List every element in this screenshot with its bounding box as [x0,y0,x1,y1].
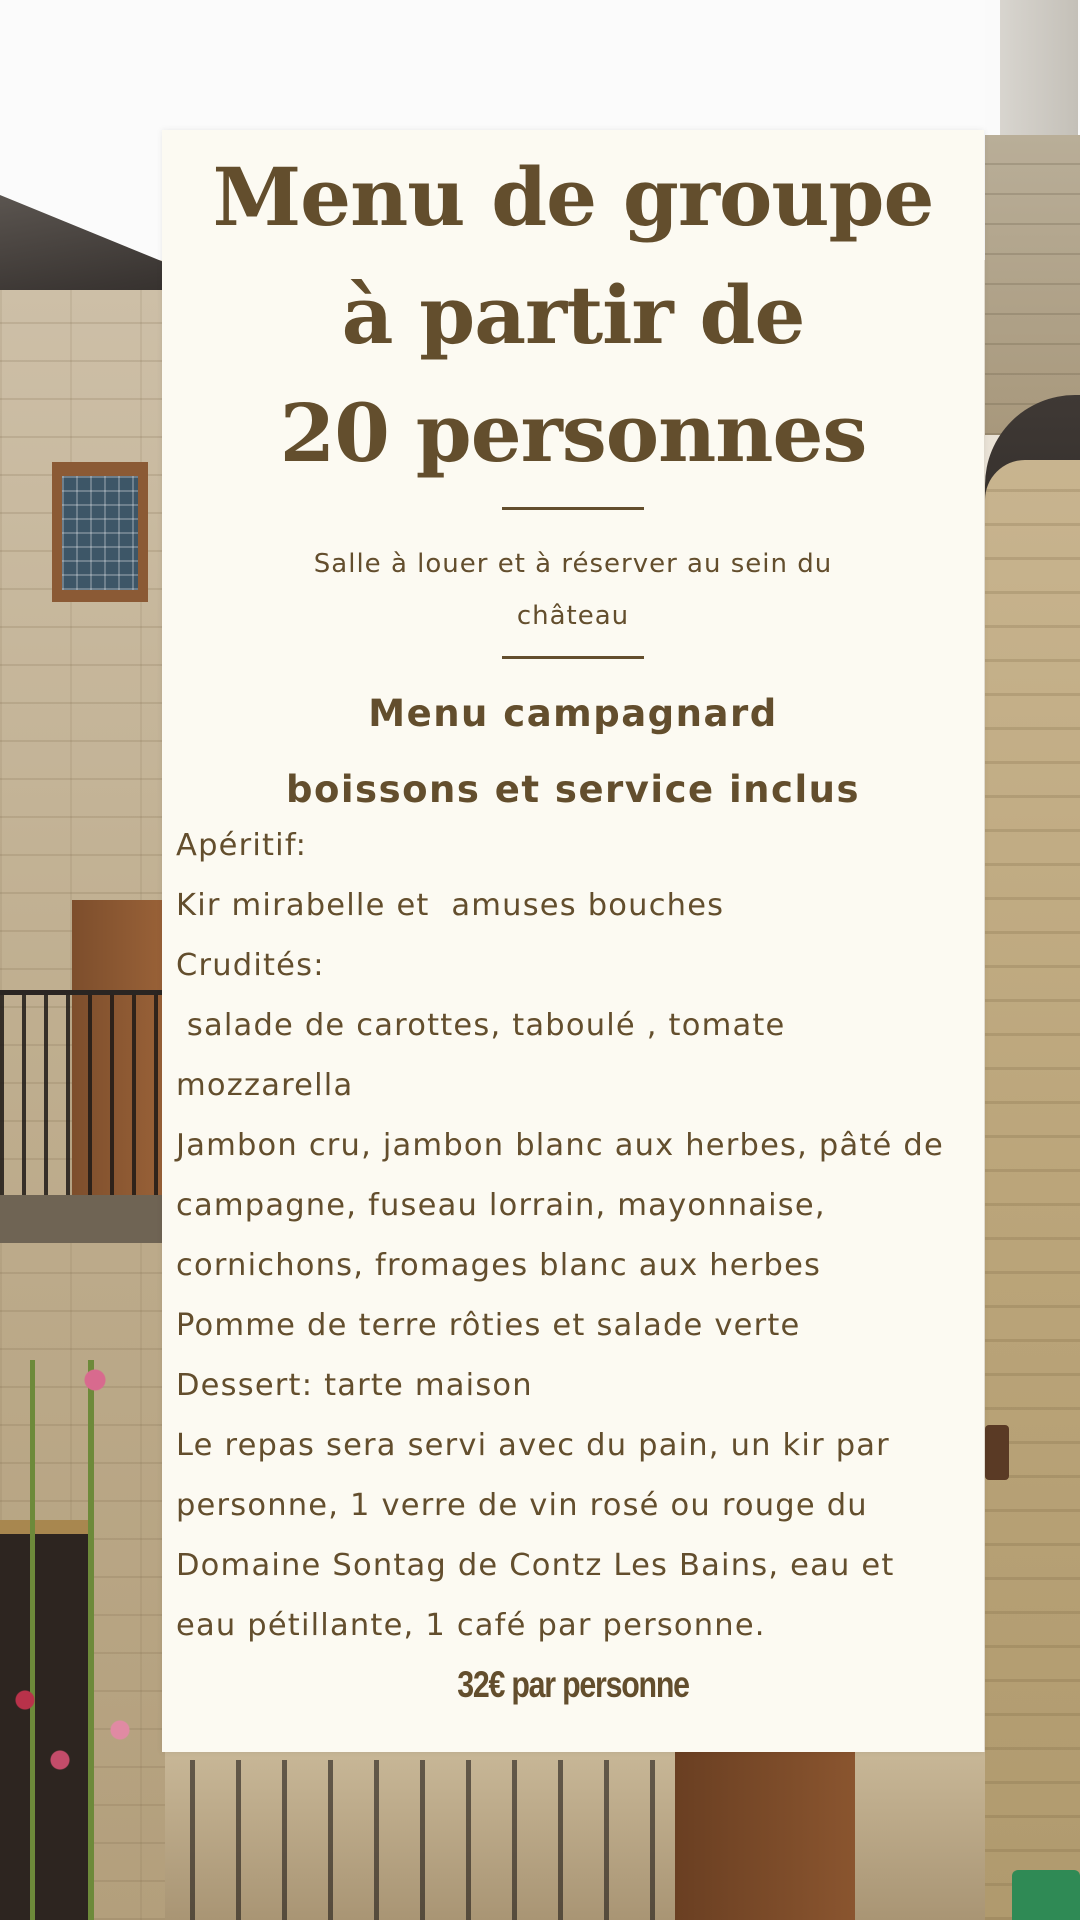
title-line: Menu de groupe [212,150,934,244]
divider-line [502,507,644,510]
menu-name-heading: Menu campagnard [368,692,778,735]
menu-items [176,816,970,1656]
chimney [1000,0,1078,150]
menu-line: Pomme de terre rôties et salade verte [176,1308,801,1343]
stained-window [52,462,148,602]
courtyard-door [675,1752,855,1920]
menu-line: salade de carottes, taboulé , tomate [176,1008,786,1043]
room-rental-subtitle [273,538,873,642]
subtitle-line: Salle à louer et à réserver au sein du [313,549,833,579]
subtitle-line: château [516,601,630,631]
menu-line: eau pétillante, 1 café par personne. [176,1608,766,1643]
menu-card [162,130,984,1752]
iron-balcony [0,990,165,1200]
menu-line: Crudités: [176,948,325,983]
menu-line: cornichons, fromages blanc aux herbes [176,1248,822,1283]
menu-line: Kir mirabelle et amuses bouches [176,888,725,923]
terrace-chairs [190,1760,670,1920]
menu-line: Jambon cru, jambon blanc aux herbes, pâté de [176,1128,944,1163]
title-line: à partir de [341,268,805,362]
menu-line: Dessert: tarte maison [176,1368,533,1403]
menu-line: mozzarella [176,1068,354,1103]
right-tower-top [985,135,1080,435]
menu-line: campagne, fuseau lorrain, mayonnaise, [176,1188,826,1223]
wall-lamp [985,1425,1009,1480]
right-round-tower [985,460,1080,1920]
menu-line: Apéritif: [176,828,308,863]
drinks-service-heading: boissons et service inclus [285,768,861,811]
title-line: 20 personnes [279,386,867,480]
price-label: 32€ par personne [457,1664,689,1705]
menu-line: Domaine Sontag de Contz Les Bains, eau et [176,1548,895,1583]
divider-line [502,656,644,659]
menu-title [176,130,970,492]
menu-line: personne, 1 verre de vin rosé ou rouge du [176,1488,868,1523]
menu-line: Le repas sera servi avec du pain, un kir par [176,1428,890,1463]
green-bin [1012,1870,1080,1920]
hollyhock-flowers [0,1360,140,1920]
balcony-slab [0,1195,165,1243]
